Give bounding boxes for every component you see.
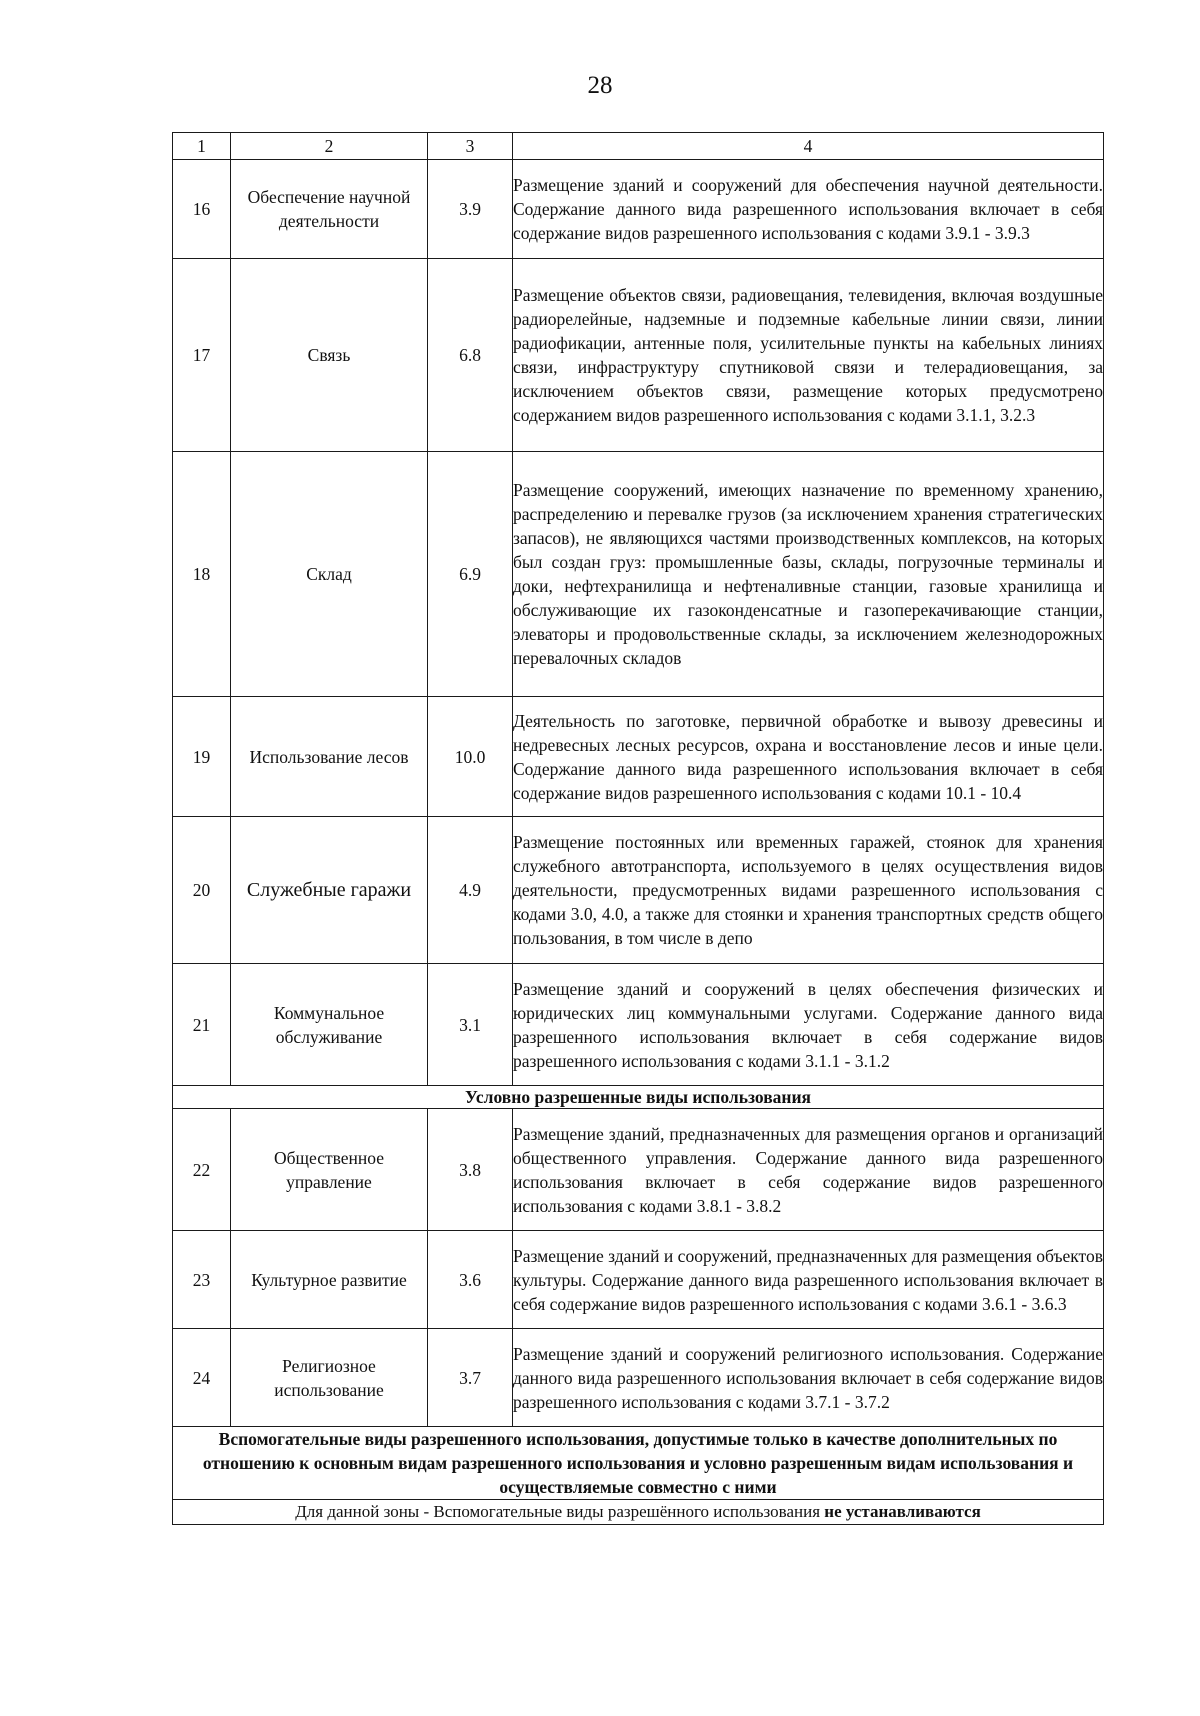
- use-type-description: Размещение постоянных или временных гаражей, стоянок для хранения служебного автотранспорта, используемого в целях осуществления видов деятельности, предусмотренных видами разрешенного использования с кодами 3.0, 4.0, а также для стоянки и хранения транспортных средств общего пользования, в том числе в депо: [513, 817, 1104, 964]
- row-number: 22: [173, 1109, 231, 1231]
- footer-row: [173, 1500, 1104, 1525]
- row-number: 24: [173, 1329, 231, 1427]
- table-row: [173, 452, 1104, 697]
- use-type-description: Размещение зданий и сооружений для обеспечения научной деятельности. Содержание данного вида разрешенного использования включает в себя содержание видов разрешенного использования с кодами 3.9.1 - 3.9.3: [513, 160, 1104, 259]
- use-type-description: Размещение зданий и сооружений в целях обеспечения физических и юридических лиц коммунальными услугами. Содержание данного вида разрешенного использования включает в себя содержание видов разрешенного использования с кодами 3.1.1 - 3.1.2: [513, 964, 1104, 1086]
- table-header-row: [173, 133, 1104, 160]
- use-type-description: Размещение зданий, предназначенных для размещения органов и организаций общественного управления. Содержание данного вида разрешенного использования включает в себя содержание видов разрешенного использования с кодами 3.8.1 - 3.8.2: [513, 1109, 1104, 1231]
- auxiliary-note-prefix: Для данной зоны - Вспомогательные виды разрешённого использования: [295, 1502, 821, 1521]
- table-row: [173, 160, 1104, 259]
- header-cell: 3: [428, 133, 513, 160]
- table-row: [173, 817, 1104, 964]
- row-number: 19: [173, 697, 231, 817]
- use-type-code: 6.8: [428, 259, 513, 452]
- land-use-table: [172, 132, 1104, 1525]
- use-type-name: Культурное развитие: [231, 1231, 428, 1329]
- use-type-description: Размещение зданий и сооружений религиозного использования. Содержание данного вида разрешенного использования включает в себя содержание видов разрешенного использования с кодами 3.7.1 - 3.7.2: [513, 1329, 1104, 1427]
- auxiliary-note-status: не устанавливаются: [824, 1502, 981, 1521]
- row-number: 16: [173, 160, 231, 259]
- use-type-code: 3.9: [428, 160, 513, 259]
- use-type-name: Служебные гаражи: [231, 817, 428, 964]
- row-number: 23: [173, 1231, 231, 1329]
- header-cell: 1: [173, 133, 231, 160]
- table-row: [173, 259, 1104, 452]
- use-type-name: Использование лесов: [231, 697, 428, 817]
- use-type-code: 4.9: [428, 817, 513, 964]
- table-row: [173, 964, 1104, 1086]
- use-type-name: Религиозное использование: [231, 1329, 428, 1427]
- row-number: 20: [173, 817, 231, 964]
- page-number: 28: [587, 72, 613, 99]
- use-type-description: Размещение зданий и сооружений, предназначенных для размещения объектов культуры. Содержание данного вида разрешенного использования включает в себя содержание видов разрешенного использования с кодами 3.6.1 - 3.6.3: [513, 1231, 1104, 1329]
- use-type-description: Деятельность по заготовке, первичной обработке и вывозу древесины и недревесных лесных ресурсов, охрана и восстановление лесов и иные цели. Содержание данного вида разрешенного использования включает в себя содержание видов разрешенного использования с кодами 10.1 - 10.4: [513, 697, 1104, 817]
- use-type-code: 3.1: [428, 964, 513, 1086]
- row-number: 17: [173, 259, 231, 452]
- row-number: 18: [173, 452, 231, 697]
- section-title-conditional: Условно разрешенные виды использования: [173, 1086, 1104, 1109]
- use-type-code: 6.9: [428, 452, 513, 697]
- use-type-description: Размещение сооружений, имеющих назначение по временному хранению, распределению и перевалке грузов (за исключением хранения стратегических запасов), не являющихся частями производственных комплексов, на которых был создан груз: промышленные базы, склады, погрузочные терминалы и доки, нефтехранилища и нефтеналивные станции, газовые хранилища и обслуживающие их газоконденсатные и газоперекачивающие станции, элеваторы и продовольственные склады, за исключением железнодорожных перевалочных складов: [513, 452, 1104, 697]
- use-type-name: Коммунальное обслуживание: [231, 964, 428, 1086]
- section-title-auxiliary: Вспомогательные виды разрешенного использования, допустимые только в качестве дополнительных по отношению к основным видам разрешенного использования и условно разрешенным видам использования и осуществляемые совместно с ними: [173, 1427, 1104, 1500]
- header-cell: 2: [231, 133, 428, 160]
- section-row: [173, 1086, 1104, 1109]
- use-type-code: 3.8: [428, 1109, 513, 1231]
- table-row: [173, 1231, 1104, 1329]
- row-number: 21: [173, 964, 231, 1086]
- table-row: [173, 1109, 1104, 1231]
- use-type-code: 3.7: [428, 1329, 513, 1427]
- use-type-name: Связь: [231, 259, 428, 452]
- auxiliary-note: [173, 1500, 1104, 1525]
- use-type-description: Размещение объектов связи, радиовещания, телевидения, включая воздушные радиорелейные, надземные и подземные кабельные линии связи, линии радиофикации, антенные поля, усилительные пункты на кабельных линиях связи, инфраструктуру спутниковой связи и телерадиовещания, за исключением объектов связи, размещение которых предусмотрено содержанием видов разрешенного использования с кодами 3.1.1, 3.2.3: [513, 259, 1104, 452]
- table-row: [173, 1329, 1104, 1427]
- use-type-name: Обеспечение научной деятельности: [231, 160, 428, 259]
- header-cell: 4: [513, 133, 1104, 160]
- use-type-name: Общественное управление: [231, 1109, 428, 1231]
- use-type-code: 10.0: [428, 697, 513, 817]
- section-row: [173, 1427, 1104, 1500]
- table-row: [173, 697, 1104, 817]
- use-type-name: Склад: [231, 452, 428, 697]
- use-type-code: 3.6: [428, 1231, 513, 1329]
